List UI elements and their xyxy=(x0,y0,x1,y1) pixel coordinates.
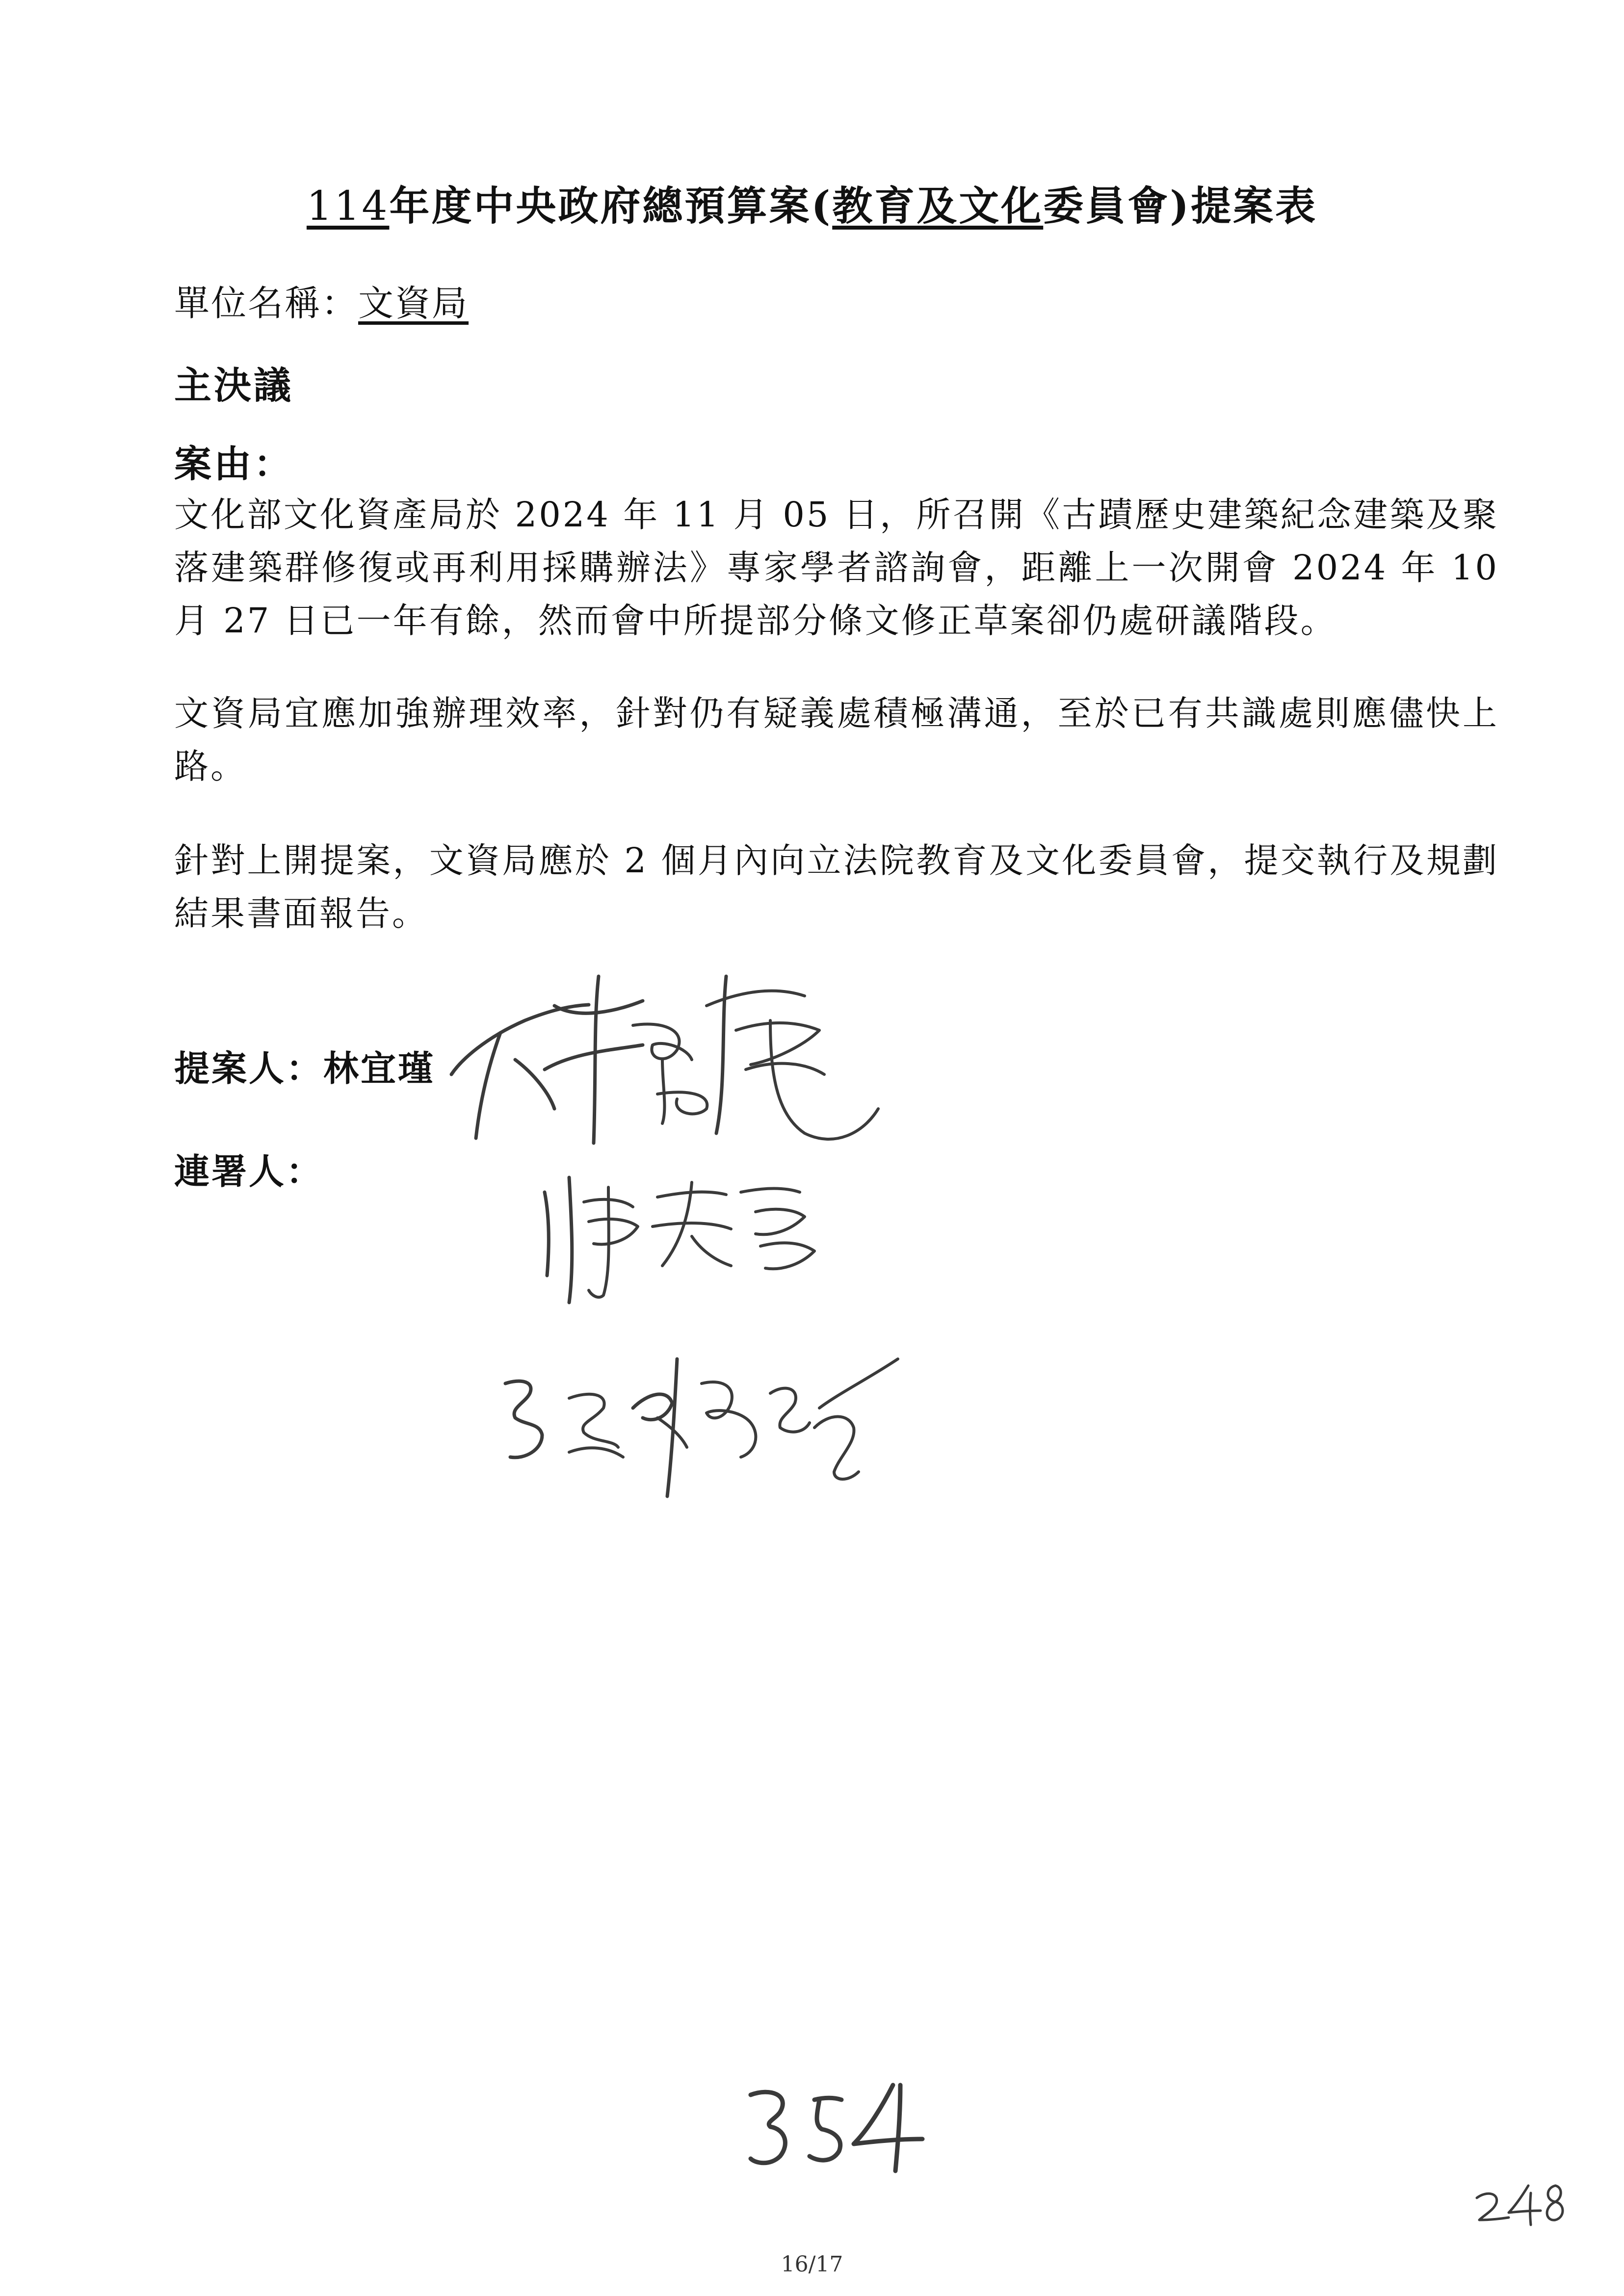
proposer-label: 提案人： xyxy=(174,1047,324,1089)
unit-line xyxy=(174,275,469,326)
title-part1: 年度中央政府總預算案( xyxy=(389,183,833,230)
title-part2: 委員會)提案表 xyxy=(1043,183,1318,230)
proposer-signature xyxy=(432,947,898,1158)
proposer-name: 林宜瑾 xyxy=(323,1047,436,1089)
cosigner-signature-1 xyxy=(535,1173,829,1305)
handwritten-corner-number-text xyxy=(1472,2178,1570,2232)
cosigner-signature-2 xyxy=(496,1339,922,1501)
handwritten-page-number-text xyxy=(736,2075,932,2173)
unit-label: 單位名稱： xyxy=(174,283,359,324)
case-heading: 案由： xyxy=(174,442,293,486)
title-committee: 教育及文化 xyxy=(832,183,1044,230)
page-footer: 16/17 xyxy=(781,2252,843,2277)
proposer-line xyxy=(174,1040,435,1091)
case-paragraph-1: 文化部文化資產局於 2024 年 11 月 05 日，所召開《古蹟歷史建築紀念建築及聚落建築群修復或再利用採購辦法》專家學者諮詢會，距離上一次開會 2024 年 10 月 27 日已一年有餘，然而會中所提部分條文修正草案卻仍處研議階段。 xyxy=(174,495,1499,641)
case-paragraph-3: 針對上開提案，文資局應於 2 個月內向立法院教育及文化委員會，提交執行及規劃結果書面報告。 xyxy=(174,840,1499,934)
cosigner-label: 連署人： xyxy=(174,1150,324,1192)
unit-value: 文資局 xyxy=(358,283,469,324)
case-paragraph-2: 文資局宜應加強辦理效率，針對仍有疑義處積極溝通，至於已有共識處則應儘快上路。 xyxy=(174,693,1499,786)
title-year: 114 xyxy=(306,183,390,230)
resolution-heading: 主決議 xyxy=(174,364,293,407)
page-title xyxy=(0,174,1624,232)
